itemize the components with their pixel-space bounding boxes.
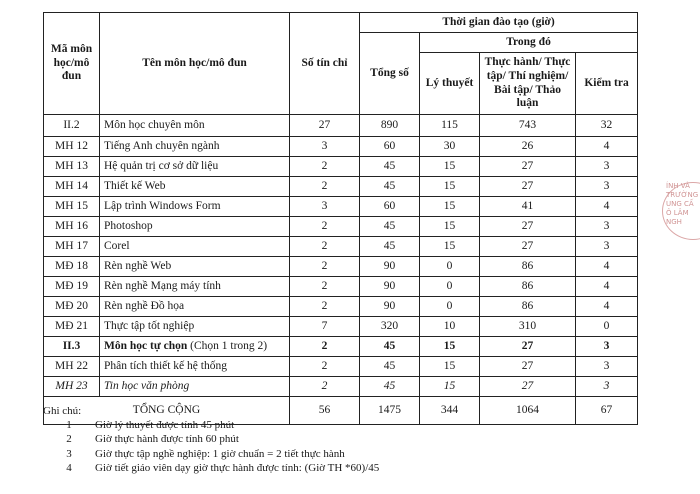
- cell-exam: 4: [576, 297, 638, 317]
- cell-credits: 2: [290, 297, 360, 317]
- table-row: [44, 337, 638, 357]
- cell-total: 320: [360, 317, 420, 337]
- stamp-seal: [656, 182, 700, 238]
- stamp-line: TRƯỜNG: [666, 191, 699, 199]
- cell-exam: 0: [576, 317, 638, 337]
- cell-name: Môn học chuyên môn: [100, 115, 290, 137]
- table-row: [44, 217, 638, 237]
- table-row: [44, 177, 638, 197]
- table-row: [44, 115, 638, 137]
- table-row: [44, 197, 638, 217]
- cell-code: MH 13: [44, 157, 100, 177]
- cell-practice: 310: [480, 317, 576, 337]
- cell-exam: 3: [576, 237, 638, 257]
- cell-name: Corel: [100, 237, 290, 257]
- total-hours: 1475: [360, 397, 420, 425]
- cell-credits: 2: [290, 177, 360, 197]
- cell-theory: 0: [420, 257, 480, 277]
- cell-theory: 0: [420, 297, 480, 317]
- cell-name: Lập trình Windows Form: [100, 197, 290, 217]
- stamp-line: ÍNH VÀ: [666, 182, 690, 190]
- cell-credits: 2: [290, 337, 360, 357]
- cell-name: Rèn nghề Mạng máy tính: [100, 277, 290, 297]
- table-row: [44, 317, 638, 337]
- header-name: Tên môn học/mô đun: [100, 13, 290, 115]
- header-theory: Lý thuyết: [420, 53, 480, 115]
- cell-total: 45: [360, 237, 420, 257]
- header-time-group: Thời gian đào tạo (giờ): [360, 13, 638, 33]
- cell-name: [100, 337, 290, 357]
- cell-code: MH 12: [44, 137, 100, 157]
- cell-practice: 27: [480, 177, 576, 197]
- cell-code: MH 16: [44, 217, 100, 237]
- cell-credits: 27: [290, 115, 360, 137]
- header-practice: Thực hành/ Thực tập/ Thí nghiệm/ Bài tập/ Thảo luận: [480, 53, 576, 115]
- cell-code: MH 15: [44, 197, 100, 217]
- cell-code: MĐ 20: [44, 297, 100, 317]
- cell-code: MĐ 18: [44, 257, 100, 277]
- cell-theory: 115: [420, 115, 480, 137]
- cell-name-bold: Môn học tự chọn: [104, 339, 188, 352]
- cell-practice: 86: [480, 297, 576, 317]
- cell-total: 90: [360, 257, 420, 277]
- header-within: Trong đó: [420, 33, 638, 53]
- cell-total: 45: [360, 157, 420, 177]
- cell-name: Rèn nghề Web: [100, 257, 290, 277]
- cell-theory: 15: [420, 217, 480, 237]
- note-number: 3: [66, 447, 72, 460]
- cell-exam: 3: [576, 177, 638, 197]
- cell-practice: 27: [480, 377, 576, 397]
- cell-code: MH 22: [44, 357, 100, 377]
- cell-total: 45: [360, 357, 420, 377]
- cell-exam: 4: [576, 137, 638, 157]
- note-item: [43, 418, 379, 432]
- total-theory: 344: [420, 397, 480, 425]
- cell-theory: 15: [420, 357, 480, 377]
- cell-total: 90: [360, 277, 420, 297]
- cell-exam: 3: [576, 377, 638, 397]
- cell-total: 60: [360, 197, 420, 217]
- cell-code: MĐ 19: [44, 277, 100, 297]
- cell-exam: 3: [576, 217, 638, 237]
- cell-credits: 2: [290, 157, 360, 177]
- table-body: [44, 115, 638, 397]
- note-item: [43, 461, 379, 475]
- cell-credits: 2: [290, 277, 360, 297]
- cell-code: MĐ 21: [44, 317, 100, 337]
- header-exam: Kiểm tra: [576, 53, 638, 115]
- cell-code: II.3: [44, 337, 100, 357]
- stamp-line: UNG CẤ: [666, 200, 694, 208]
- cell-total: 60: [360, 137, 420, 157]
- note-text: Giờ thực tập nghề nghiệp: 1 giờ chuẩn = 2 tiết thực hành: [95, 447, 345, 460]
- cell-total: 45: [360, 177, 420, 197]
- cell-name: Phân tích thiết kế hệ thống: [100, 357, 290, 377]
- table-row: [44, 137, 638, 157]
- total-credits: 56: [290, 397, 360, 425]
- cell-credits: 3: [290, 137, 360, 157]
- header-code: Mã môn học/mô đun: [44, 13, 100, 115]
- cell-credits: 2: [290, 237, 360, 257]
- cell-theory: 15: [420, 157, 480, 177]
- cell-credits: 7: [290, 317, 360, 337]
- cell-credits: 3: [290, 197, 360, 217]
- cell-theory: 15: [420, 337, 480, 357]
- cell-theory: 30: [420, 137, 480, 157]
- cell-code: MH 23: [44, 377, 100, 397]
- cell-practice: 743: [480, 115, 576, 137]
- cell-theory: 15: [420, 197, 480, 217]
- cell-practice: 86: [480, 257, 576, 277]
- note-number: 4: [66, 461, 72, 474]
- cell-total: 45: [360, 377, 420, 397]
- cell-code: MH 14: [44, 177, 100, 197]
- total-practice: 1064: [480, 397, 576, 425]
- cell-theory: 15: [420, 177, 480, 197]
- cell-credits: 2: [290, 377, 360, 397]
- header-total: Tổng số: [360, 33, 420, 115]
- cell-name-rest: (Chọn 1 trong 2): [187, 339, 268, 352]
- table-row: [44, 157, 638, 177]
- cell-exam: 4: [576, 197, 638, 217]
- cell-practice: 27: [480, 157, 576, 177]
- cell-practice: 26: [480, 137, 576, 157]
- cell-credits: 2: [290, 357, 360, 377]
- cell-credits: 2: [290, 217, 360, 237]
- cell-exam: 3: [576, 337, 638, 357]
- total-label: TỔNG CỘNG: [44, 397, 290, 425]
- cell-exam: 4: [576, 277, 638, 297]
- notes-title: Ghi chú:: [43, 405, 82, 417]
- table-row: [44, 257, 638, 277]
- cell-practice: 27: [480, 217, 576, 237]
- cell-total: 890: [360, 115, 420, 137]
- cell-name: Photoshop: [100, 217, 290, 237]
- notes-list: [43, 418, 379, 475]
- cell-exam: 32: [576, 115, 638, 137]
- note-text: Giờ thực hành được tính 60 phút: [95, 433, 239, 446]
- cell-total: 90: [360, 297, 420, 317]
- note-item: [43, 432, 379, 446]
- cell-theory: 0: [420, 277, 480, 297]
- cell-theory: 10: [420, 317, 480, 337]
- table-row: [44, 297, 638, 317]
- cell-theory: 15: [420, 377, 480, 397]
- cell-credits: 2: [290, 257, 360, 277]
- cell-name: Rèn nghề Đồ họa: [100, 297, 290, 317]
- header-credits: Số tín chỉ: [290, 13, 360, 115]
- note-text: Giờ lý thuyết được tính 45 phút: [95, 419, 235, 432]
- cell-exam: 3: [576, 157, 638, 177]
- cell-practice: 86: [480, 277, 576, 297]
- table-row: [44, 277, 638, 297]
- cell-total: 45: [360, 337, 420, 357]
- cell-exam: 4: [576, 257, 638, 277]
- cell-total: 45: [360, 217, 420, 237]
- cell-name: Tin học văn phòng: [100, 377, 290, 397]
- cell-practice: 27: [480, 337, 576, 357]
- cell-theory: 15: [420, 237, 480, 257]
- note-text: Giờ tiết giáo viên dạy giờ thực hành được tính: (Giờ TH *60)/45: [95, 461, 380, 474]
- notes-section: [43, 404, 379, 475]
- cell-exam: 3: [576, 357, 638, 377]
- note-item: [43, 447, 379, 461]
- stamp-line: Ô LÂM NGH: [666, 209, 689, 226]
- note-number: 2: [66, 433, 72, 446]
- cell-name: Tiếng Anh chuyên ngành: [100, 137, 290, 157]
- cell-code: MH 17: [44, 237, 100, 257]
- cell-practice: 41: [480, 197, 576, 217]
- table-row: [44, 357, 638, 377]
- cell-name: Thực tập tốt nghiệp: [100, 317, 290, 337]
- table-row: [44, 377, 638, 397]
- cell-name: Thiết kế Web: [100, 177, 290, 197]
- note-number: 1: [66, 419, 72, 432]
- total-exam: 67: [576, 397, 638, 425]
- curriculum-table: [43, 12, 638, 425]
- cell-practice: 27: [480, 357, 576, 377]
- cell-code: II.2: [44, 115, 100, 137]
- cell-name: Hệ quản trị cơ sở dữ liệu: [100, 157, 290, 177]
- table-row: [44, 237, 638, 257]
- cell-practice: 27: [480, 237, 576, 257]
